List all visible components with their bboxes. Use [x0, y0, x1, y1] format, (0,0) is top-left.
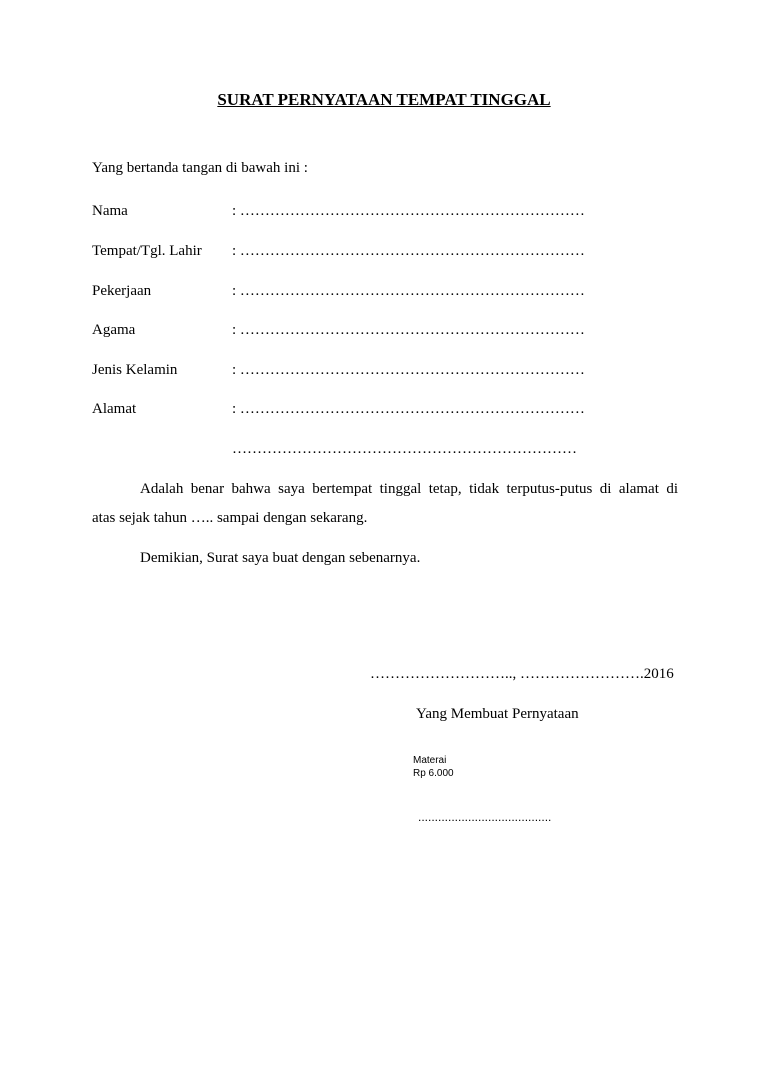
field-value-nama: : ……………………………………………………………	[232, 203, 585, 219]
stamp-label: Materai	[413, 755, 447, 766]
field-value-tempat-tgl-lahir: : ……………………………………………………………	[232, 243, 585, 259]
field-label-alamat: Alamat	[92, 401, 137, 417]
field-value-pekerjaan: : ……………………………………………………………	[232, 283, 585, 299]
field-value-agama: : ……………………………………………………………	[232, 322, 585, 338]
field-value-alamat: : ……………………………………………………………	[232, 401, 585, 417]
signature-line: ........................................	[418, 810, 552, 824]
field-label-nama: Nama	[92, 203, 128, 219]
field-value-jenis-kelamin: : ……………………………………………………………	[232, 362, 585, 378]
intro-text: Yang bertanda tangan di bawah ini :	[92, 160, 308, 176]
document-title: SURAT PERNYATAAN TEMPAT TINGGAL	[217, 90, 551, 109]
field-label-tempat-tgl-lahir: Tempat/Tgl. Lahir	[92, 243, 202, 259]
field-label-agama: Agama	[92, 322, 136, 338]
closing-text: Demikian, Surat saya buat dengan sebenarnya.	[140, 550, 421, 566]
signer-caption: Yang Membuat Pernyataan	[416, 706, 579, 722]
address-continuation-line: ……………………………………………………………	[232, 441, 577, 457]
field-label-pekerjaan: Pekerjaan	[92, 283, 152, 299]
stamp-amount: Rp 6.000	[413, 768, 454, 779]
field-label-jenis-kelamin: Jenis Kelamin	[92, 362, 178, 378]
statement-line-2: atas sejak tahun ….. sampai dengan sekarang.	[92, 510, 368, 526]
place-date-line: ……………………….., …………………….2016	[370, 666, 674, 682]
statement-line-1: Adalah benar bahwa saya bertempat tinggal tetap, tidak terputus-putus di alamat di	[140, 481, 678, 497]
